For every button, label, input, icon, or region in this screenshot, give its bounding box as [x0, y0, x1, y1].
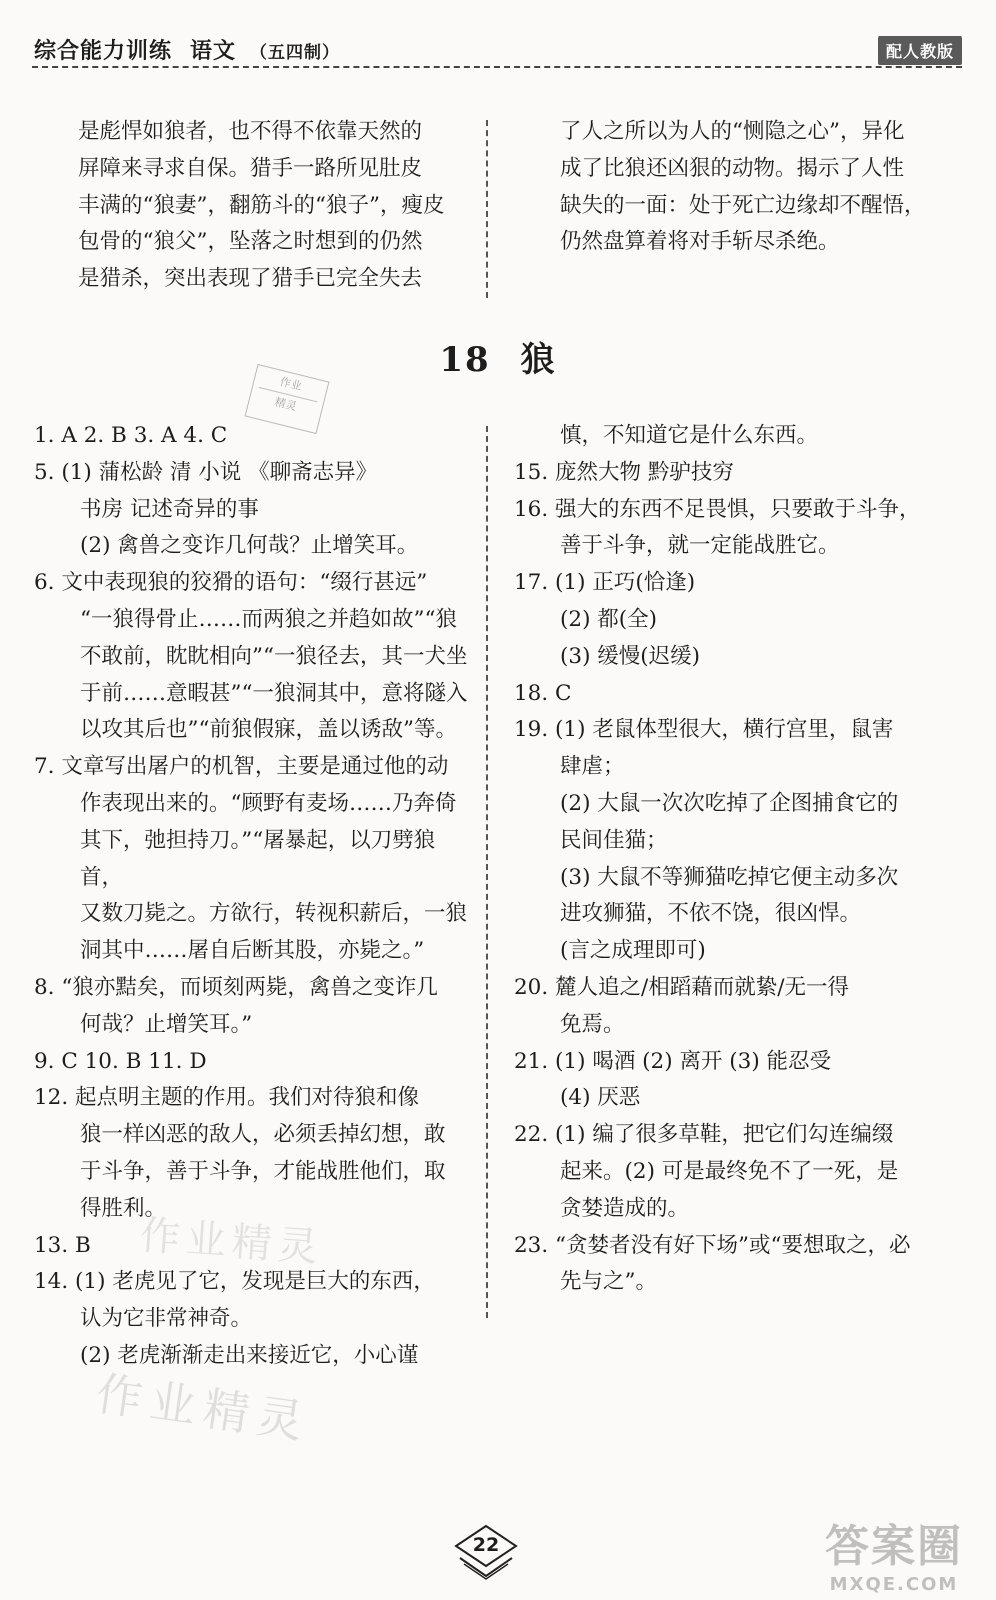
answer-line: (2) 都(全): [560, 606, 658, 632]
answer-line: 22. (1) 编了很多草鞋，把它们勾连编缀: [514, 1122, 894, 1148]
stamp-line-2: 精灵: [273, 395, 298, 414]
school-system-label: （五四制）: [250, 43, 341, 63]
answer-line: 于斗争，善于斗争，才能战胜他们，取: [80, 1158, 446, 1184]
answer-line: 起来。(2) 可是最终免不了一死，是: [560, 1158, 899, 1184]
answers-right-column: [514, 418, 954, 1301]
top-left-column: [78, 114, 470, 298]
section-title: [0, 332, 996, 381]
text-line: 是彪悍如狼者，也不得不依靠天然的: [78, 119, 423, 144]
answer-line: 得胜利。: [80, 1195, 167, 1221]
watermark-lower: 作业精灵: [92, 1366, 315, 1450]
answer-line: 23. “贪婪者没有好下场”或“要想取之，必: [514, 1232, 911, 1258]
answer-line: 慎，不知道它是什么东西。: [560, 423, 819, 448]
stamp-line-1: 作业: [278, 374, 303, 393]
top-column-divider: [486, 120, 488, 298]
answer-line: 不敢前，眈眈相向”“一狼径去，其一犬坐: [80, 643, 468, 669]
answer-line: 8. “狼亦黠矣，而顷刻两毙，禽兽之变诈几: [34, 974, 438, 1000]
answer-line: 5. (1) 蒲松龄 清 小说 《聊斋志异》: [34, 459, 378, 485]
answer-line: (3) 缓慢(迟缓): [560, 643, 701, 669]
page-header: [32, 30, 962, 70]
edition-badge: 配人教版: [878, 36, 962, 65]
top-right-column: [560, 114, 950, 261]
answer-line: 15. 庞然大物 黔驴技穷: [514, 459, 734, 485]
answer-line: (2) 大鼠一次次吃掉了企图捕食它的: [560, 790, 899, 816]
text-line: 是猎杀，突出表现了猎手已完全失去: [78, 266, 423, 292]
text-line: 屏障来寻求自保。猎手一路所见肚皮: [78, 155, 423, 181]
answer-line: 先与之”。: [560, 1269, 657, 1295]
book-name: 综合能力训练: [34, 39, 173, 64]
answer-line: 进攻狮猫，不依不饶，很凶悍。: [560, 901, 862, 927]
text-line: 缺失的一面：处于死亡边缘却不醒悟，: [560, 192, 926, 218]
answer-line: (2) 老虎渐渐走出来接近它，小心谨: [80, 1342, 419, 1368]
answer-line: 贪婪造成的。: [560, 1195, 690, 1221]
answer-line: 19. (1) 老鼠体型很大，横行宫里，鼠害: [514, 717, 894, 743]
answer-line: 18. C: [514, 680, 572, 706]
page-number: [450, 1524, 522, 1580]
answer-line: 免焉。: [560, 1011, 625, 1037]
site-watermark-title: 答案圈: [825, 1521, 963, 1572]
answer-line: 21. (1) 喝酒 (2) 离开 (3) 能忍受: [514, 1048, 832, 1074]
answer-line: 又数刀毙之。方欲行，转视积薪后，一狼: [80, 901, 468, 927]
section-number: 18: [439, 340, 491, 380]
answer-line: 6. 文中表现狼的狡猾的语句：“缀行甚远”: [34, 570, 428, 596]
answer-line: 1. A 2. B 3. A 4. C: [34, 423, 228, 448]
subject-label: 语文: [190, 39, 237, 64]
site-watermark-url: MXQE.COM: [829, 1574, 959, 1595]
answer-line: 14. (1) 老虎见了它，发现是巨大的东西，: [34, 1269, 435, 1295]
answer-line: 肆虐；: [560, 754, 625, 780]
page-number-text: 22: [472, 1534, 500, 1556]
answer-line: 12. 起点明主题的作用。我们对待狼和像: [34, 1085, 420, 1111]
text-line: 仍然盘算着将对手斩尽杀绝。: [560, 229, 840, 255]
answer-line: 9. C 10. B 11. D: [34, 1048, 207, 1074]
answer-line: 20. 麓人追之/相蹈藉而就絷/无一得: [514, 974, 850, 1000]
text-line: 了人之所以为人的“恻隐之心”，异化: [560, 119, 905, 144]
answer-line: 何哉？止增笑耳。”: [80, 1011, 253, 1037]
answer-line: 以攻其后也”“前狼假寐，盖以诱敌”等。: [80, 717, 457, 743]
answer-line: “一狼得骨止……而两狼之并趋如故”“狼: [80, 606, 457, 632]
answer-line: (2) 禽兽之变诈几何哉？止增笑耳。: [80, 533, 419, 559]
answer-line: 民间佳猫；: [560, 827, 668, 853]
answer-line: 作表现出来的。“顾野有麦场……乃奔倚: [80, 790, 457, 816]
header-divider: [32, 66, 962, 68]
answer-line: 狼一样凶恶的敌人，必须丢掉幻想，敢: [80, 1122, 446, 1148]
answer-line: 13. B: [34, 1232, 91, 1258]
answer-line: 其下，弛担持刀。”“屠暴起，以刀劈狼首，: [80, 827, 436, 890]
answer-line: (4) 厌恶: [560, 1085, 641, 1111]
text-line: 包骨的“狼父”，坠落之时想到的仍然: [78, 229, 423, 255]
text-line: 成了比狼还凶狠的动物。揭示了人性: [560, 155, 905, 181]
section-name: 狼: [520, 340, 557, 380]
answer-line: 于前……意暇甚”“一狼洞其中，意将隧入: [80, 680, 468, 706]
answer-line: (3) 大鼠不等狮猫吃掉它便主动多次: [560, 864, 899, 890]
answers-column-divider: [486, 426, 488, 1318]
answer-line: 17. (1) 正巧(恰逢): [514, 570, 696, 596]
answer-line: 7. 文章写出屠户的机智，主要是通过他的动: [34, 754, 449, 780]
answer-line: 书房 记述奇异的事: [80, 496, 259, 522]
book-title: [34, 34, 340, 65]
text-line: 丰满的“狼妻”，翻筋斗的“狼子”，瘦皮: [78, 192, 445, 218]
answer-line: (言之成理即可): [560, 938, 706, 964]
answer-line: 16. 强大的东西不足畏惧，只要敢于斗争，: [514, 496, 921, 522]
answer-line: 善于斗争，就一定能战胜它。: [560, 533, 840, 559]
site-watermark: [814, 1510, 974, 1595]
answer-line: 洞其中……屠自后断其股，亦毙之。”: [80, 938, 425, 964]
answer-line: 认为它非常神奇。: [80, 1306, 253, 1332]
watermark-middle: 作业精灵: [138, 1212, 326, 1272]
